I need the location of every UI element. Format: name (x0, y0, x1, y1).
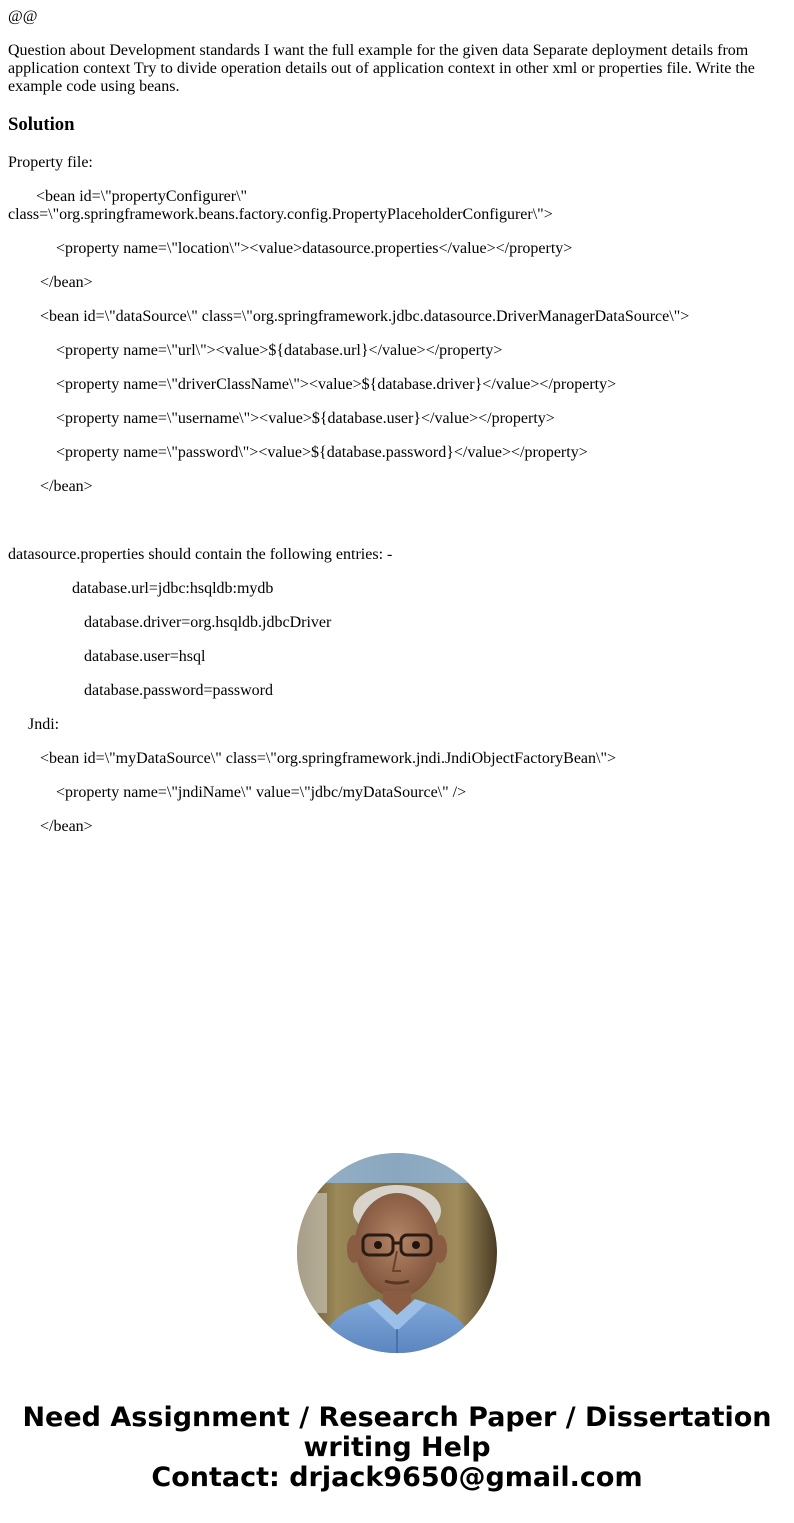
code-line: <property name=\"jndiName\" value=\"jdbc/myDataSource\" /> (8, 784, 467, 801)
author-avatar (297, 1153, 497, 1353)
code-line: <property name=\"driverClassName\"><value>${database.driver}</value></property> (8, 376, 617, 393)
blank-line (8, 512, 778, 530)
jndi-label: Jndi: (8, 716, 60, 733)
document-body (8, 0, 778, 836)
marker-text: @@ (8, 8, 38, 25)
code-line: <bean id=\"myDataSource\" class=\"org.springframework.jndi.JndiObjectFactoryBean\"> (8, 750, 617, 767)
code-line: <bean id=\"propertyConfigurer\" class=\"org.springframework.beans.factory.config.PropertyPlaceholderConfigurer\"> (8, 188, 553, 223)
code-line: <property name=\"password\"><value>${database.password}</value></property> (8, 444, 588, 461)
promo-banner (0, 1403, 794, 1493)
code-line: <property name=\"location\"><value>datasource.properties</value></property> (8, 240, 573, 257)
code-line: <bean id=\"dataSource\" class=\"org.springframework.jdbc.datasource.DriverManagerDataSource\"> (8, 308, 690, 325)
author-portrait-image (297, 1153, 497, 1353)
code-line: </bean> (8, 478, 93, 495)
question-text: Question about Development standards I want the full example for the given data Separate deployment details from application context Try to divide operation details out of application context in other xml or properties file. Write the example code using beans. (8, 42, 755, 95)
code-line: </bean> (8, 818, 93, 835)
solution-heading: Solution (8, 114, 75, 135)
property-file-label: Property file: (8, 154, 93, 171)
property-entry: database.driver=org.hsqldb.jdbcDriver (8, 614, 332, 631)
property-entry: database.user=hsql (8, 648, 206, 665)
code-line: </bean> (8, 274, 93, 291)
promo-line-2: writing Help (303, 1432, 491, 1463)
promo-line-1: Need Assignment / Research Paper / Dissertation (22, 1402, 772, 1433)
properties-intro: datasource.properties should contain the following entries: - (8, 546, 393, 563)
property-entry: database.url=jdbc:hsqldb:mydb (8, 580, 274, 597)
property-entry: database.password=password (8, 682, 273, 699)
code-line: <property name=\"username\"><value>${database.user}</value></property> (8, 410, 555, 427)
promo-contact: Contact: drjack9650@gmail.com (151, 1462, 643, 1493)
code-line: <property name=\"url\"><value>${database.url}</value></property> (8, 342, 503, 359)
